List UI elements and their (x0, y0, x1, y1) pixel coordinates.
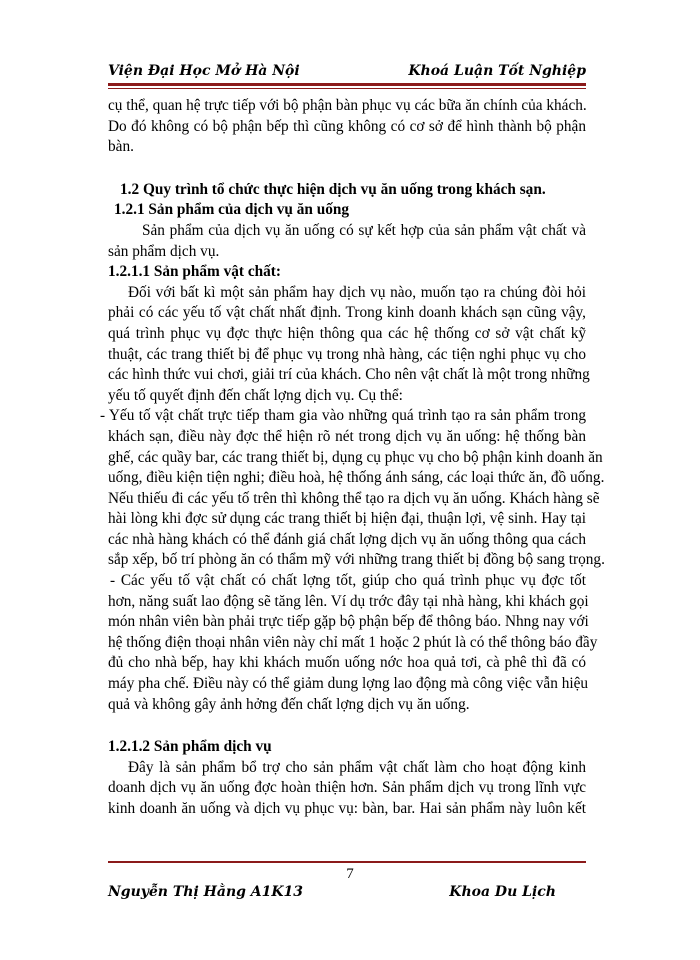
paragraph-line: khách sạn, điều này đợc thể hiện rõ nét trong dịch vụ ăn uống: hệ thống bàn (108, 427, 586, 445)
header-title: Khoá Luận Tốt Nghiệp (408, 63, 586, 79)
paragraph-line: kinh doanh ăn uống và dịch vụ phục vụ: bàn, bar. Hai sản phẩm này luôn kết (108, 800, 586, 817)
header-institution: Viện Đại Học Mở Hà Nội (108, 63, 300, 79)
page-header (108, 61, 586, 85)
header-rule-thick (108, 83, 586, 86)
paragraph-line: máy pha chế. Điều này có thể giảm dung lợng lao động mà công việc vẫn hiệu (108, 675, 589, 693)
paragraph-line: đủ cho nhà bếp, hay khi khách muốn uống nớc hoa quả tơi, cà phê thì đã có (108, 654, 586, 672)
footer-rule (108, 861, 586, 863)
paragraph-line: các hình thức vui chơi, giải trí của khách. Cho nên vật chất là một trong những (108, 366, 590, 384)
paragraph-line: - Các yếu tố vật chất có chất lợng tốt, giúp cho quá trình phục vụ đợc tốt (110, 572, 586, 590)
header-rule-thin (108, 88, 586, 89)
paragraph-line: Sản phẩm của dịch vụ ăn uống có sự kết hợp của sản phẩm vật chất và (142, 221, 586, 239)
section-heading-1-2-1-1: 1.2.1.1 Sản phẩm vật chất: (108, 263, 281, 281)
paragraph-line: bàn. (108, 138, 134, 156)
page-number: 7 (346, 866, 354, 882)
paragraph-line: quá trình phục vụ đợc thực hiện thông qua các hệ thống cơ sở vật chất kỹ (108, 324, 586, 342)
paragraph-line: thuật, các trang thiết bị để phục vụ trong nhà hàng, các tiện nghi phục vụ cho (108, 345, 586, 363)
paragraph-line: cụ thể, quan hệ trực tiếp với bộ phận bàn phục vụ các bữa ăn chính của khách. (108, 97, 587, 114)
paragraph-line: - Yếu tố vật chất trực tiếp tham gia vào những quá trình tạo ra sản phẩm trong (100, 407, 586, 425)
paragraph-line: yếu tố quyết định đến chất lợng dịch vụ. Cụ thể: (108, 386, 403, 404)
paragraph-line: quả và không gây ảnh hởng đến chất lợng dịch vụ ăn uống. (108, 695, 470, 713)
paragraph-line: ghế, các quầy bar, các trang thiết bị, dụng cụ phục vụ cho bộ phận kinh doanh ăn (108, 448, 603, 466)
footer-department: Khoa Du Lịch (449, 884, 556, 900)
section-heading-1-2-1: 1.2.1 Sản phẩm của dịch vụ ăn uống (114, 201, 350, 219)
paragraph-line: Nếu thiếu đi các yếu tố trên thì không thể tạo ra dịch vụ ăn uống. Khách hàng sẽ (108, 489, 600, 507)
document-body (100, 96, 605, 820)
paragraph-line: Đối với bất kì một sản phẩm hay dịch vụ nào, muốn tạo ra chúng đòi hỏi (128, 283, 586, 301)
paragraph-line: Do đó không có bộ phận bếp thì cũng không có cơ sở để hình thành bộ phận (108, 117, 586, 135)
page-footer (108, 884, 586, 908)
paragraph-line: hệ thống điện thoại nhân viên này chỉ mất 1 hoặc 2 phút là có thể thông báo đầy (108, 633, 598, 651)
paragraph-line: các nhà hàng khách có thể đánh giá chất lợng dịch vụ ăn uống thông qua cách (108, 530, 586, 548)
paragraph-line: món nhân viên bàn phải trực tiếp gặp bộ phận bếp để thông báo. Nhng nay với (108, 613, 589, 631)
paragraph-line: hơn, năng suất lao động sẽ tăng lên. Ví dụ trớc đây tại nhà hàng, khi khách gọi (108, 592, 589, 610)
paragraph-line: sắp xếp, bố trí phòng ăn có thẩm mỹ với những trang thiết bị đồng bộ sang trọng. (108, 551, 605, 569)
footer-author: Nguyễn Thị Hằng A1K13 (108, 884, 304, 900)
paragraph-line: hài lòng khi đợc sử dụng các trang thiết bị hiện đại, thuận lợi, vệ sinh. Hay tại (108, 510, 586, 528)
paragraph-line: doanh dịch vụ ăn uống đợc hoàn thiện hơn. Sản phẩm dịch vụ trong lĩnh vực (108, 779, 586, 797)
section-heading-1-2-1-2: 1.2.1.2 Sản phẩm dịch vụ (108, 738, 272, 756)
paragraph-line: Đây là sản phẩm bổ trợ cho sản phẩm vật chất làm cho hoạt động kinh (128, 758, 586, 776)
spacer (108, 715, 586, 737)
paragraph-line: phải có các yếu tố vật chất nhất định. Trong kinh doanh khách sạn cũng vậy, (108, 304, 586, 322)
paragraph-line: sản phẩm dịch vụ. (108, 242, 220, 260)
spacer (108, 158, 586, 180)
paragraph-line: uống, điều kiện tiện nghi; điều hoà, hệ thống ánh sáng, các loại thức ăn, đồ uống. (108, 469, 605, 487)
section-heading-1-2: 1.2 Quy trình tổ chức thực hiện dịch vụ ăn uống trong khách sạn. (120, 180, 546, 198)
